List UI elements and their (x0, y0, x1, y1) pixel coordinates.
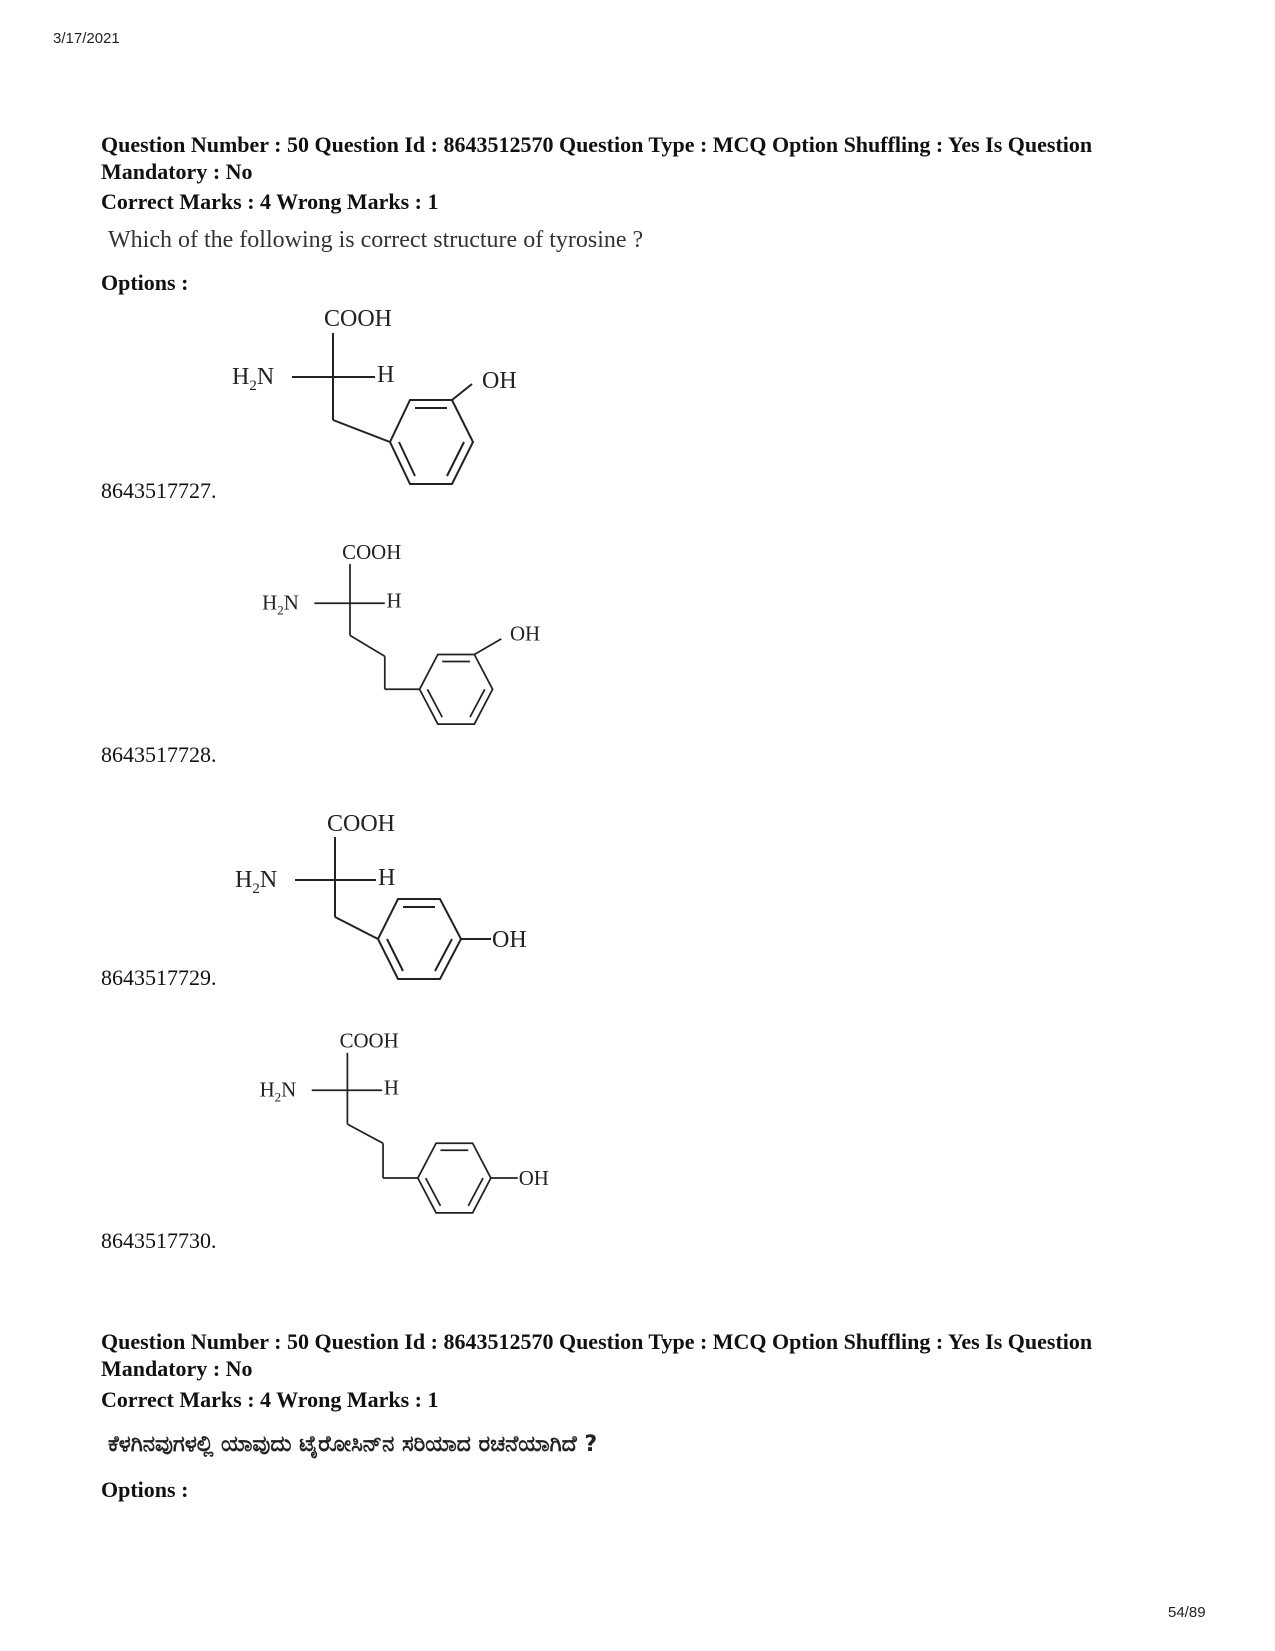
carboxyl-label: COOH (342, 539, 402, 564)
question-text: ಕೆಳಗಿನವುಗಳಲ್ಲಿ ಯಾವುದು ಟೈರೋಸಿನ್‌ನ ಸರಿಯಾದ ರಚನೆಯಾಗಿದೆ ? (108, 1432, 598, 1457)
option-id: 8643517727. (101, 478, 217, 503)
hydroxyl-label: OH (492, 927, 527, 953)
benzene-ring (390, 400, 473, 484)
benzene-ring (378, 899, 461, 979)
option-id: 8643517729. (101, 965, 217, 990)
question-marks: Correct Marks : 4 Wrong Marks : 1 (101, 1387, 439, 1412)
bond (350, 635, 385, 656)
options-label: Options : (101, 270, 189, 295)
question-meta: Question Number : 50 Question Id : 8643512570 Question Type : MCQ Option Shuffling : Yes Is Question Mandatory : No (101, 1329, 1093, 1381)
hydrogen-label: H (386, 588, 402, 613)
bond (435, 939, 452, 971)
option-id: 8643517728. (101, 742, 217, 767)
benzene-ring (420, 655, 493, 725)
page-number: 54/89 (1168, 1604, 1206, 1621)
bond (333, 420, 390, 442)
bond (426, 1178, 441, 1206)
bond (427, 689, 442, 717)
bond (452, 384, 472, 400)
amino-label: $H_2N$ (235, 867, 278, 897)
options-label: Options : (101, 1477, 189, 1502)
question-meta: Question Number : 50 Question Id : 8643512570 Question Type : MCQ Option Shuffling : Yes Is Question Mandatory : No (101, 132, 1093, 184)
bond (447, 442, 464, 476)
bond (399, 442, 415, 476)
bond (347, 1124, 383, 1143)
bond (468, 1178, 483, 1206)
bond (387, 939, 403, 971)
bond (335, 917, 378, 939)
page-date: 3/17/2021 (53, 30, 120, 47)
structure-image-option-3 (220, 800, 640, 1000)
hydrogen-label: H (378, 865, 396, 891)
question-text: Which of the following is correct structure of tyrosine ? (108, 227, 644, 253)
hydrogen-label: H (377, 362, 395, 388)
amino-label: $H_2N$ (262, 590, 299, 618)
amino-label: $H_2N$ (259, 1077, 297, 1105)
amino-label: $H_2N$ (232, 364, 275, 394)
hydroxyl-label: OH (518, 1166, 549, 1190)
carboxyl-label: COOH (327, 811, 396, 837)
hydroxyl-label: OH (482, 368, 517, 394)
structure-image-option-4 (220, 1025, 640, 1225)
bond (470, 689, 485, 717)
hydroxyl-label: OH (510, 621, 541, 646)
question-marks: Correct Marks : 4 Wrong Marks : 1 (101, 189, 439, 214)
carboxyl-label: COOH (339, 1028, 399, 1053)
bond (474, 639, 501, 655)
option-id: 8643517730. (101, 1228, 217, 1253)
carboxyl-label: COOH (324, 306, 393, 332)
structure-image-option-2 (220, 538, 640, 738)
benzene-ring (418, 1143, 491, 1213)
hydrogen-label: H (383, 1075, 399, 1100)
structure-image-option-1 (220, 300, 640, 500)
